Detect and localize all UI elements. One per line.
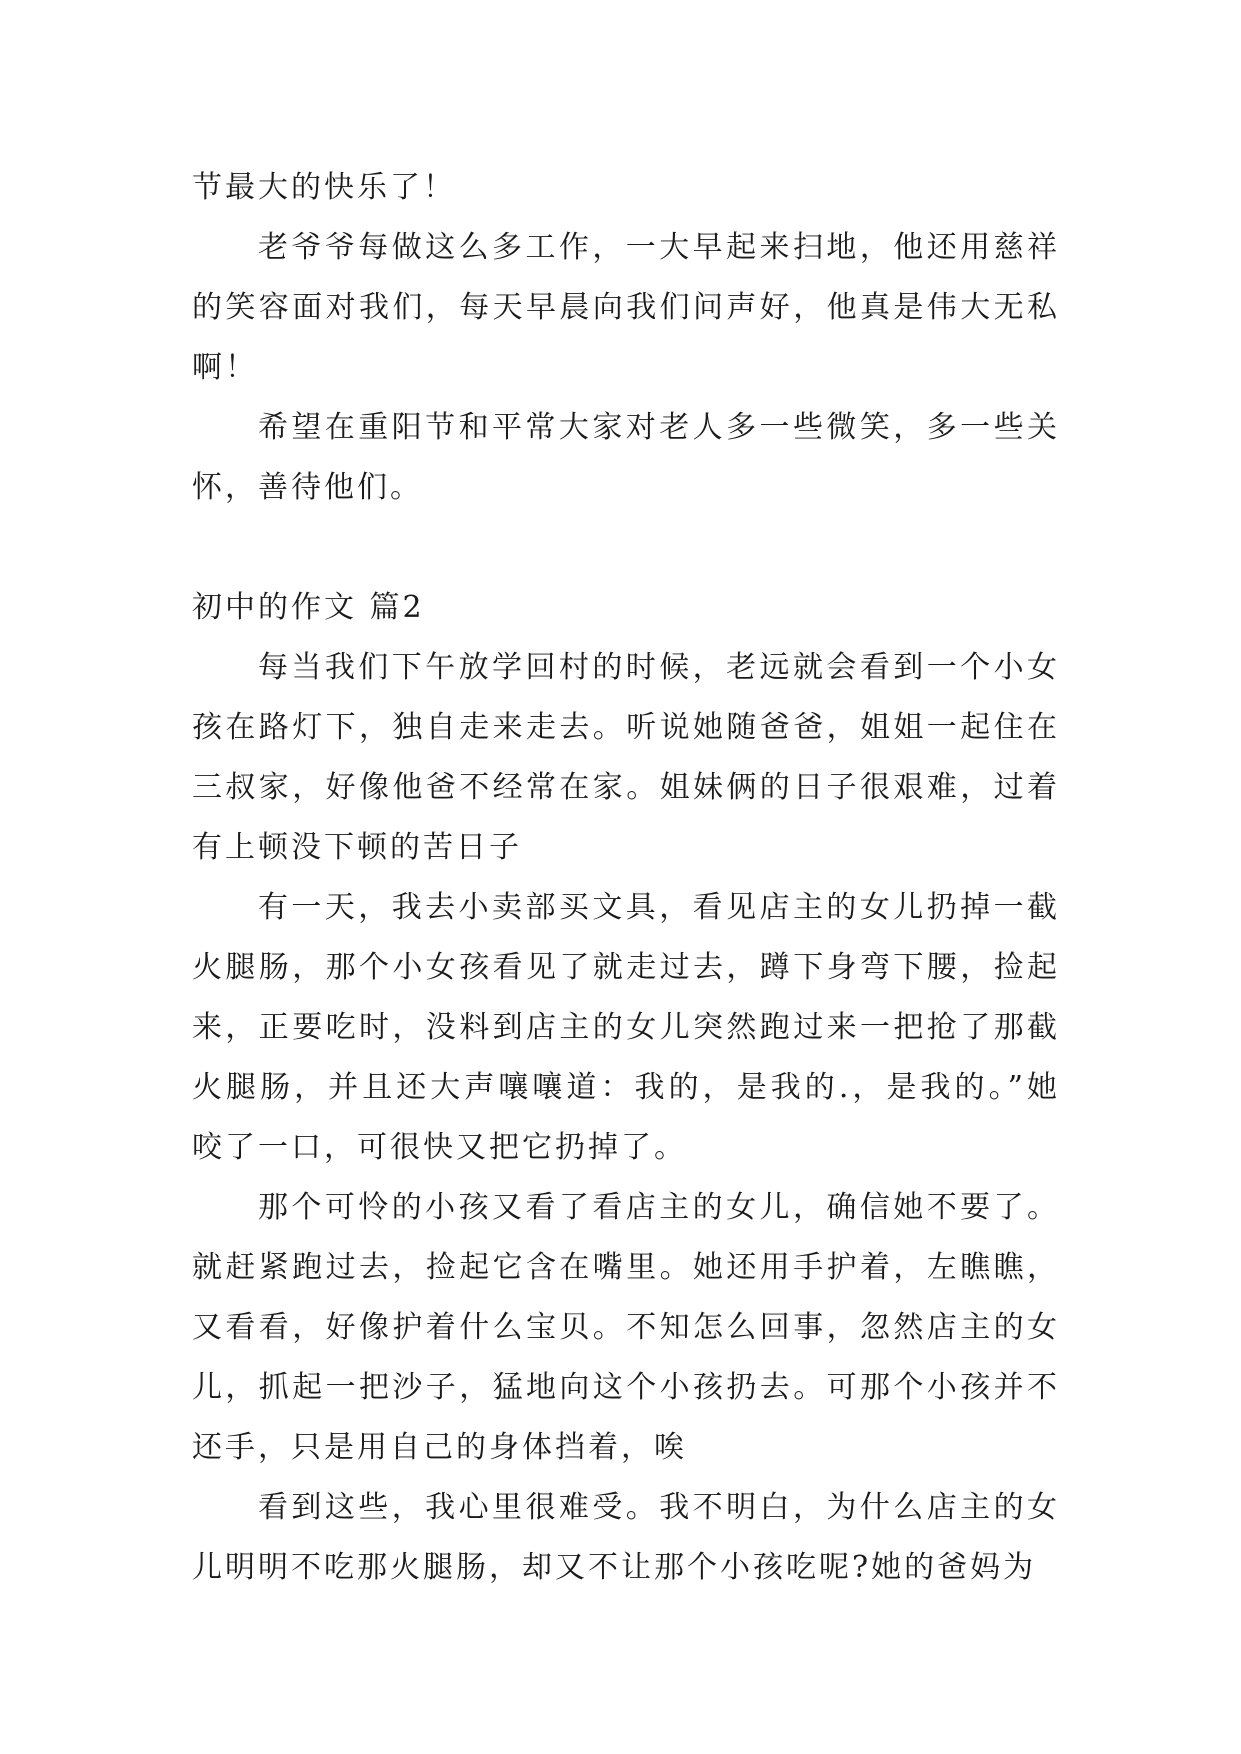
section-heading: 初中的作文 篇2 — [192, 590, 425, 625]
paragraph-girl-intro: 每当我们下午放学回村的时候，老远就会看到一个小女孩在路灯下，独自走来走去。听说她随爸爸，姐姐一起住在三叔家，好像他爸不经常在家。姐妹俩的日子很艰难，过着有上顿没下顿的苦日子 — [192, 650, 1060, 865]
paragraph-continuation: 节最大的快乐了！ — [192, 170, 456, 205]
paragraph-poor-child: 那个可怜的小孩又看了看店主的女儿，确信她不要了。就赶紧跑过去，捡起它含在嘴里。她还用手护着，左瞧瞧，又看看，好像护着什么宝贝。不知怎么回事，忽然店主的女儿，抓起一把沙子，猛地向这个小孩扔去。可那个小孩并不还手，只是用自己的身体挡着，唉 — [192, 1190, 1060, 1465]
document-body — [192, 158, 1060, 1598]
paragraph-wish: 希望在重阳节和平常大家对老人多一些微笑，多一些关怀，善待他们。 — [192, 410, 1060, 505]
paragraph-grandpa-work: 老爷爷每做这么多工作，一大早起来扫地，他还用慈祥的笑容面对我们，每天早晨向我们问声好，他真是伟大无私啊！ — [192, 230, 1060, 385]
paragraph-reflection: 看到这些，我心里很难受。我不明白，为什么店主的女儿明明不吃那火腿肠，却又不让那个小孩吃呢?她的爸妈为 — [192, 1490, 1060, 1585]
paragraph-shop-story: 有一天，我去小卖部买文具，看见店主的女儿扔掉一截火腿肠，那个小女孩看见了就走过去，蹲下身弯下腰，捡起来，正要吃时，没料到店主的女儿突然跑过来一把抢了那截火腿肠，并且还大声嚷嚷道：我的，是我的.，是我的。”她咬了一口，可很快又把它扔掉了。 — [192, 890, 1060, 1165]
